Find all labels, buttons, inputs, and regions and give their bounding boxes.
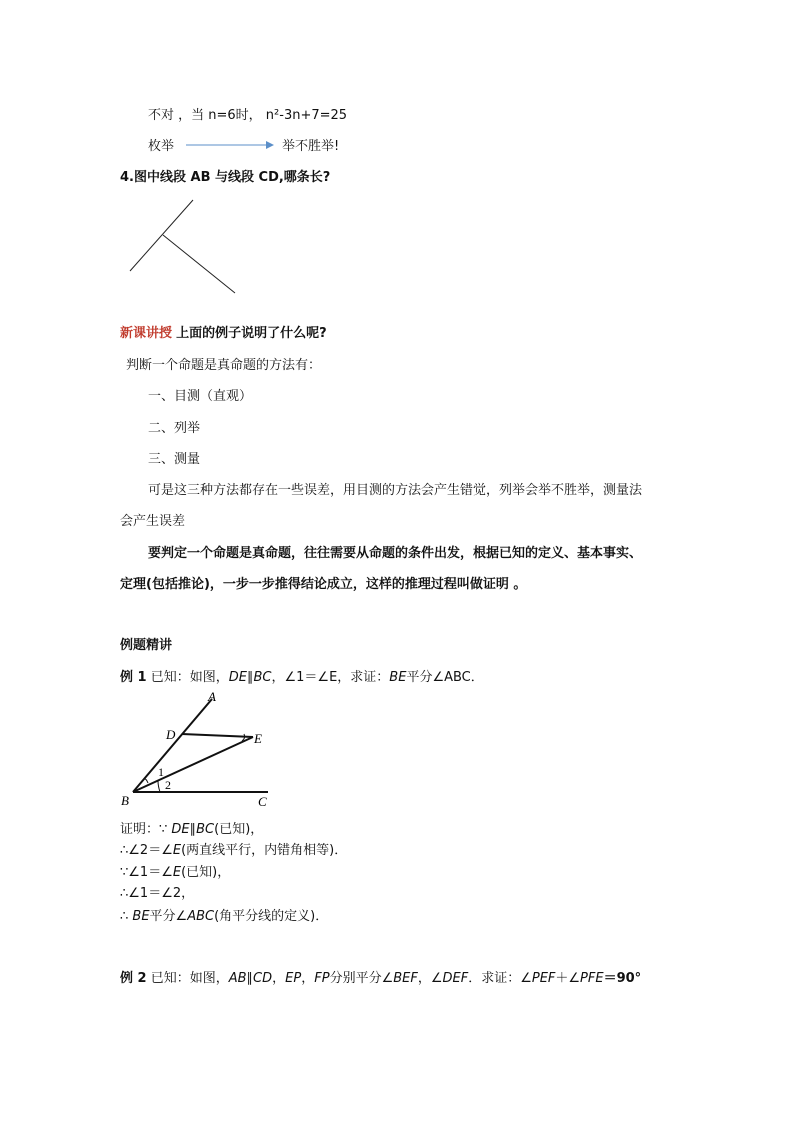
ex2-v2: EP: [285, 971, 302, 986]
ex2-prefix: 已知：如图，: [150, 971, 229, 986]
proof-l3-pre: ∵∠1＝∠: [120, 865, 173, 880]
ex1-given-parallel: DE∥BC: [228, 670, 272, 685]
ex2-s5: ＋∠: [555, 971, 581, 986]
proof-l2-var: E: [172, 843, 182, 858]
label-angle-2: 2: [165, 778, 171, 792]
proof-l5-post: (角平分线的定义)．: [214, 909, 329, 924]
proof-l5-var2: ABC: [187, 909, 215, 924]
ex2-s3: ，∠: [417, 971, 443, 986]
ex1-claim-rest: 平分∠ABC．: [406, 670, 484, 685]
proof-line-4: ∴∠1＝∠2，: [120, 886, 195, 901]
example-2-statement: [120, 967, 641, 986]
proof-l3-post: (已知)，: [181, 865, 231, 880]
examples-heading: 例题精讲: [120, 638, 173, 653]
segments-figure: [120, 195, 250, 300]
paragraph-2-line-1: 要判定一个命题是真命题，往往需要从命题的条件出发，根据已知的定义、基本事实、: [148, 546, 643, 561]
proof-l1-post: (已知)，: [214, 822, 264, 837]
proof-l2-post: (两直线平行，内错角相等)．: [181, 843, 348, 858]
example-1-figure: [118, 688, 278, 813]
label-E: E: [254, 731, 262, 746]
paragraph-1-line-2: 会产生误差: [120, 514, 186, 529]
label-D: D: [166, 727, 176, 742]
ex2-s6: ＝90°: [603, 971, 642, 986]
paragraph-1-line-1: 可是这三种方法都存在一些误差，用目测的方法会产生错觉，列举会举不胜举，测量法: [148, 483, 643, 498]
proof-line-2: [120, 839, 347, 858]
proof-line-1: [120, 818, 263, 837]
label-B: B: [121, 793, 129, 808]
label-A: A: [208, 689, 216, 704]
ex1-sep2: ，求证：: [337, 670, 390, 685]
paragraph-2-line-2: 定理(包括推论)，一步一步推得结论成立，这样的推理过程叫做证明 。: [120, 577, 527, 592]
ex2-v5: DEF: [442, 971, 469, 986]
question-4: 4.图中线段 AB 与线段 CD,哪条长?: [120, 170, 331, 185]
lecture-question: 上面的例子说明了什么呢?: [176, 326, 327, 341]
enum-label: 枚举: [148, 139, 175, 154]
methods-intro: 判断一个命题是真命题的方法有：: [126, 358, 322, 373]
proof-l5-mid: 平分∠: [149, 909, 188, 924]
proof-line-5: [120, 905, 328, 924]
ex2-v7: PFE: [580, 971, 604, 986]
ex2-s4: ．求证：∠: [468, 971, 532, 986]
method-3: 三、测量: [148, 452, 201, 467]
ex2-v6: PEF: [531, 971, 556, 986]
label-angle-1: 1: [158, 765, 164, 779]
example-2-label: 例 2: [120, 971, 147, 986]
right-arrow-icon: [186, 138, 276, 152]
ex2-s1: ，: [272, 971, 286, 986]
proof-l3-var: E: [172, 865, 182, 880]
enum-result: 举不胜举!: [282, 139, 340, 154]
ex2-s2: ，: [301, 971, 315, 986]
proof-l5-var: BE: [132, 909, 150, 924]
intro-line-counterexample: 不对 ，当 n=6时， n²-3n+7=25: [148, 108, 348, 123]
ex2-v4: BEF: [393, 971, 418, 986]
proof-l2-pre: ∴∠2＝∠: [120, 843, 173, 858]
ex1-prefix: 已知：如图，: [150, 670, 229, 685]
example-1-statement: [120, 666, 484, 685]
example-1-label: 例 1: [120, 670, 147, 685]
ex2-v1: AB∥CD: [228, 971, 273, 986]
lecture-heading: [120, 322, 327, 341]
ex2-v3: FP: [314, 971, 330, 986]
ex1-sep1: ，: [271, 670, 285, 685]
method-1: 一、目测（直观）: [148, 389, 253, 404]
ex2-mid: 分别平分∠: [329, 971, 394, 986]
ex1-given-angle: ∠1＝∠E: [284, 670, 338, 685]
proof-l5-pre: ∴: [120, 909, 133, 924]
ex1-claim-var: BE: [389, 670, 407, 685]
proof-line-3: [120, 861, 230, 880]
lecture-label: 新课讲授: [120, 326, 173, 341]
method-2: 二、列举: [148, 421, 201, 436]
proof-l1-pre: 证明：∵: [120, 822, 172, 837]
proof-l1-var: DE∥BC: [171, 822, 215, 837]
label-C: C: [258, 794, 267, 809]
